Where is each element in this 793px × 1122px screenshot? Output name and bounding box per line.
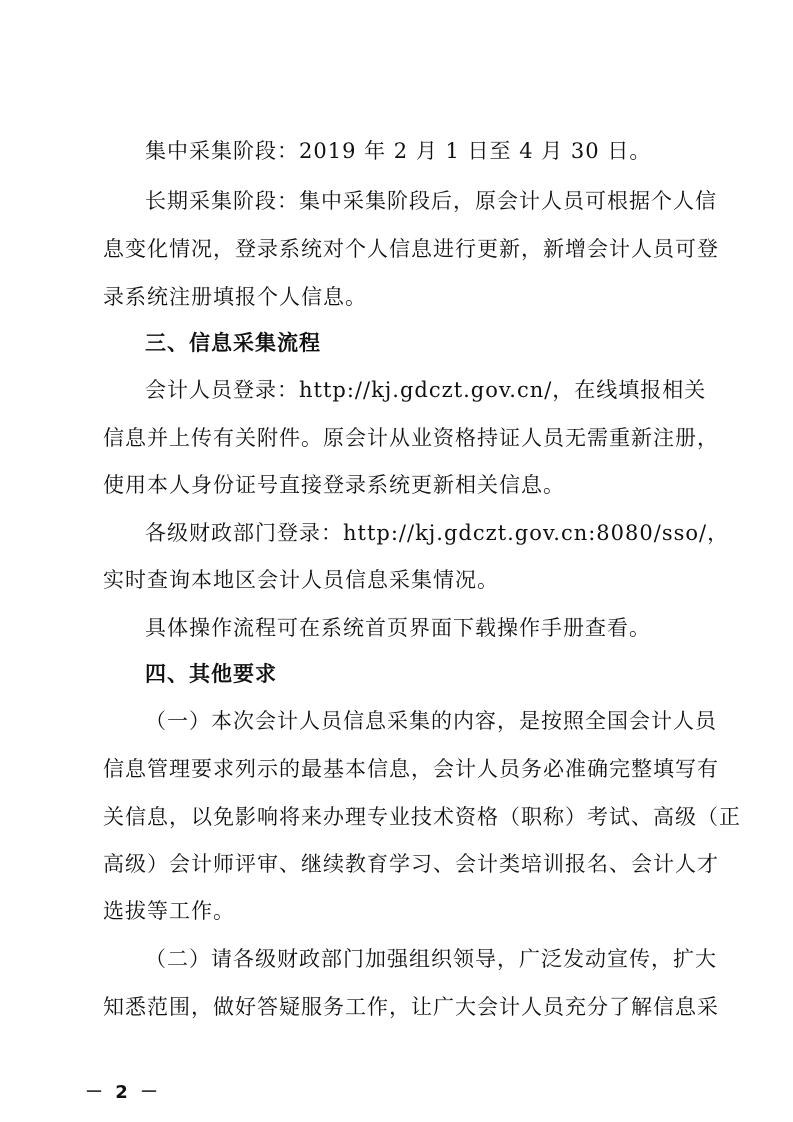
paragraph-line: 长期采集阶段：集中采集阶段后，原会计人员可根据个人信 (145, 189, 717, 213)
paragraph-line: 高级）会计师评审、继续教育学习、会计类培训报名、会计人才 (103, 852, 719, 876)
paragraph-line: 具体操作流程可在系统首页界面下载操作手册查看。 (145, 616, 651, 640)
section-heading: 三、信息采集流程 (145, 331, 321, 355)
paragraph-line: 息变化情况，登录系统对个人信息进行更新，新增会计人员可登 (103, 237, 719, 261)
paragraph-line: 集中采集阶段：2019 年 2 月 1 日至 4 月 30 日。 (145, 139, 652, 163)
paragraph-line: （一）本次会计人员信息采集的内容，是按照全国会计人员 (145, 709, 717, 733)
paragraph-line: 知悉范围，做好答疑服务工作，让广大会计人员充分了解信息采 (103, 995, 719, 1019)
paragraph-line: 关信息，以免影响将来办理专业技术资格（职称）考试、高级（正 (103, 805, 741, 829)
paragraph-line: 信息并上传有关附件。原会计从业资格持证人员无需重新注册， (103, 426, 719, 450)
section-heading: 四、其他要求 (145, 662, 277, 686)
paragraph-line: 实时查询本地区会计人员信息采集情况。 (103, 568, 499, 592)
page-number: － 2 － (85, 1082, 162, 1103)
paragraph-line: 信息管理要求列示的最基本信息，会计人员务必准确完整填写有 (103, 757, 719, 781)
paragraph-line: 录系统注册填报个人信息。 (103, 285, 367, 309)
paragraph-line: 选拔等工作。 (103, 899, 235, 923)
paragraph-line: 各级财政部门登录：http://kj.gdczt.gov.cn:8080/sso/， (145, 521, 730, 545)
paragraph-line: 使用本人身份证号直接登录系统更新相关信息。 (103, 473, 565, 497)
paragraph-line: （二）请各级财政部门加强组织领导，广泛发动宣传，扩大 (145, 947, 717, 971)
paragraph-line: 会计人员登录：http://kj.gdczt.gov.cn/，在线填报相关 (145, 378, 707, 402)
